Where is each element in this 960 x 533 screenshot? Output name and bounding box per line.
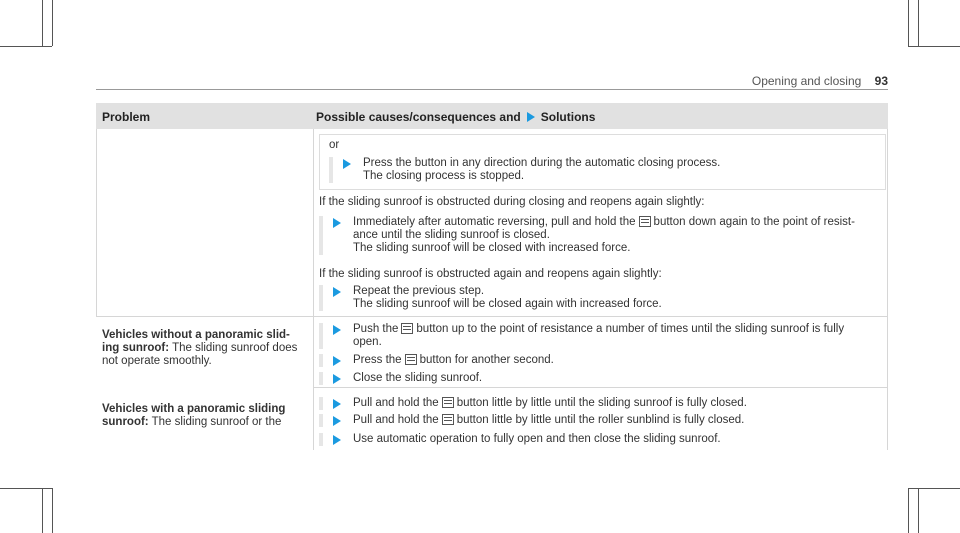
arrow-icon	[333, 399, 341, 409]
sunroof-switch-icon	[442, 414, 454, 425]
sunroof-switch-icon	[639, 216, 651, 227]
list-item: Immediately after automatic reversing, pull and hold the button down again to the point of resist- ance until the sliding sunroof is closed. The sliding sunroof will be closed with increased force.	[319, 216, 855, 255]
column-divider	[313, 129, 314, 450]
problem-header: Problem	[102, 110, 151, 124]
header-rule	[96, 89, 888, 90]
list-item: Press the button in any direction during the automatic closing process. The closing process is stopped.	[329, 157, 720, 183]
arrow-icon	[333, 287, 341, 297]
list-item: Close the sliding sunroof.	[319, 372, 482, 385]
list-item: Repeat the previous step. The sliding sunroof will be closed again with increased force.	[319, 285, 662, 311]
arrow-icon	[333, 325, 341, 335]
crop-mark	[0, 46, 52, 47]
paragraph: If the sliding sunroof is obstructed again and reopens again slightly:	[319, 268, 662, 280]
paragraph: If the sliding sunroof is obstructed during closing and reopens again slightly:	[319, 196, 705, 208]
list-item: Pull and hold the button little by little until the sliding sunroof is fully closed.	[319, 397, 747, 410]
arrow-icon	[333, 356, 341, 366]
problem-cell: Vehicles with a panoramic sliding sunroof: The sliding sunroof or the	[102, 403, 286, 428]
crop-mark	[42, 488, 43, 533]
crop-mark	[52, 0, 53, 46]
crop-mark	[908, 488, 909, 533]
list-item: Pull and hold the button little by little until the roller sunblind is fully closed.	[319, 414, 744, 427]
crop-mark	[908, 488, 960, 489]
table-border-left	[96, 129, 97, 317]
sunroof-switch-icon	[442, 397, 454, 408]
sunroof-switch-icon	[401, 323, 413, 334]
arrow-icon	[333, 374, 341, 384]
list-item: Push the button up to the point of resistance a number of times until the sliding sunroof is fully open.	[319, 323, 844, 349]
page-number: 93	[874, 74, 888, 88]
arrow-icon	[527, 112, 535, 122]
list-item: Use automatic operation to fully open and then close the sliding sunroof.	[319, 433, 721, 446]
crop-mark	[52, 488, 53, 533]
crop-mark	[0, 488, 52, 489]
table-header	[96, 103, 888, 129]
arrow-icon	[333, 435, 341, 445]
row-divider	[96, 316, 888, 317]
arrow-icon	[343, 159, 351, 169]
or-label: or	[329, 139, 340, 151]
crop-mark	[908, 46, 960, 47]
table-border-right	[887, 129, 888, 450]
crop-mark	[918, 488, 919, 533]
problem-cell: Vehicles without a panoramic slid- ing sunroof: The sliding sunroof does not operate smoothly.	[102, 329, 298, 367]
list-item: Press the button for another second.	[319, 354, 554, 367]
section-title: Opening and closing	[751, 74, 862, 88]
crop-mark	[908, 0, 909, 46]
crop-mark	[918, 0, 919, 46]
solutions-header: Possible causes/consequences and Solutions	[316, 110, 596, 124]
sunroof-switch-icon	[405, 354, 417, 365]
arrow-icon	[333, 218, 341, 228]
row-divider	[313, 387, 888, 388]
running-head	[752, 74, 888, 88]
arrow-icon	[333, 416, 341, 426]
crop-mark	[42, 0, 43, 46]
